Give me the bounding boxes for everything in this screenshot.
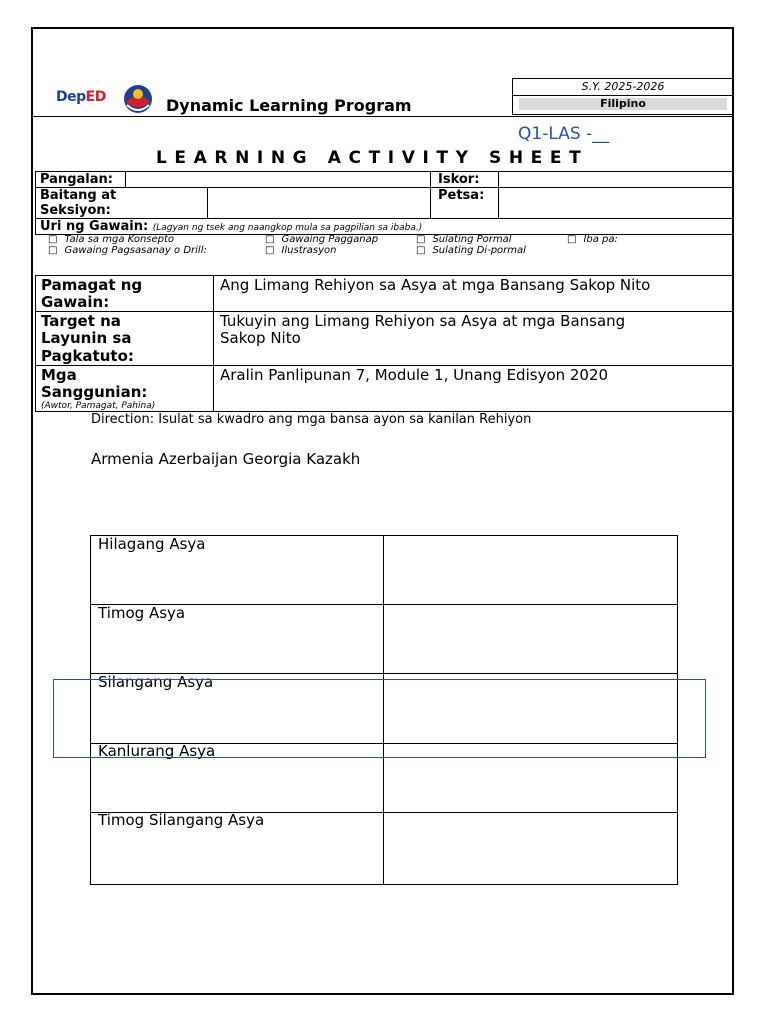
target-value-line1: Tukuyin ang Limang Rehiyon sa Asya at mga Bansang	[220, 312, 626, 330]
country-list: Armenia Azerbaijan Georgia Kazakh	[91, 450, 361, 468]
checkbox-formal-writing[interactable]: □ Sulating Pormal	[416, 234, 512, 245]
grade-label-line1: Baitang at	[40, 188, 117, 203]
selection-rectangle[interactable]	[53, 679, 706, 758]
source-value: Aralin Panlipunan 7, Module 1, Unang Edisyon 2020	[220, 366, 609, 384]
direction-text: Direction: Isulat sa kwadro ang mga bansa ayon sa kanilan Rehiyon	[91, 412, 532, 427]
name-label: Pangalan:	[40, 172, 113, 187]
sheet-title: LEARNING ACTIVITY SHEET	[156, 148, 589, 168]
answer-cell-southeast-asia[interactable]	[384, 813, 677, 884]
answer-cell-north-asia[interactable]	[384, 536, 677, 604]
target-value-line2: Sakop Nito	[220, 329, 301, 347]
target-label-line2: Layunin sa	[41, 329, 132, 347]
school-year: S.Y. 2025-2026	[513, 79, 733, 96]
grade-label-line2: Seksiyon:	[40, 203, 111, 218]
checkbox-drill[interactable]: □ Gawaing Pagsasanay o Drill:	[48, 245, 207, 256]
source-note: (Awtor, Pamagat, Pahina)	[41, 401, 156, 411]
activity-title-label-line2: Gawain:	[41, 293, 110, 311]
subject-label: Filipino	[519, 98, 727, 110]
date-label: Petsa:	[438, 188, 485, 203]
score-label: Iskor:	[438, 172, 480, 187]
las-code: Q1-LAS -__	[518, 124, 610, 144]
checkbox-others[interactable]: □ Iba pa:	[567, 234, 618, 245]
region-west-asia: Kanlurang Asya	[98, 742, 216, 760]
checkbox-illustration[interactable]: □ Ilustrasyon	[265, 245, 337, 256]
source-label-line1: Mga	[41, 366, 77, 384]
school-year-box	[512, 78, 734, 115]
source-label-line2: Sanggunian:	[41, 383, 148, 401]
activity-title-label-line1: Pamagat ng	[41, 276, 143, 294]
program-title: Dynamic Learning Program	[166, 96, 412, 115]
checkbox-performance-task[interactable]: □ Gawaing Pagganap	[265, 234, 379, 245]
region-north-asia: Hilagang Asya	[98, 535, 206, 553]
checkbox-concept-notes[interactable]: □ Tala sa mga Konsepto	[48, 234, 175, 245]
checkbox-informal-writing[interactable]: □ Sulating Di-pormal	[416, 245, 526, 256]
header-divider	[33, 116, 734, 117]
region-southeast-asia: Timog Silangang Asya	[98, 811, 265, 829]
target-label-line3: Pagkatuto:	[41, 347, 134, 365]
bagong-pilipinas-seal-icon	[121, 82, 155, 116]
answer-cell-south-asia[interactable]	[384, 605, 677, 673]
deped-logo: DepED	[56, 89, 106, 105]
activity-type-label: Uri ng Gawain: (Lagyan ng tsek ang naangkop mula sa pagpilian sa ibaba.)	[40, 219, 423, 234]
activity-title-value: Ang Limang Rehiyon sa Asya at mga Bansang Sakop Nito	[220, 276, 651, 294]
region-east-asia: Silangang Asya	[98, 673, 214, 691]
target-label-line1: Target na	[41, 312, 121, 330]
region-south-asia: Timog Asya	[98, 604, 186, 622]
